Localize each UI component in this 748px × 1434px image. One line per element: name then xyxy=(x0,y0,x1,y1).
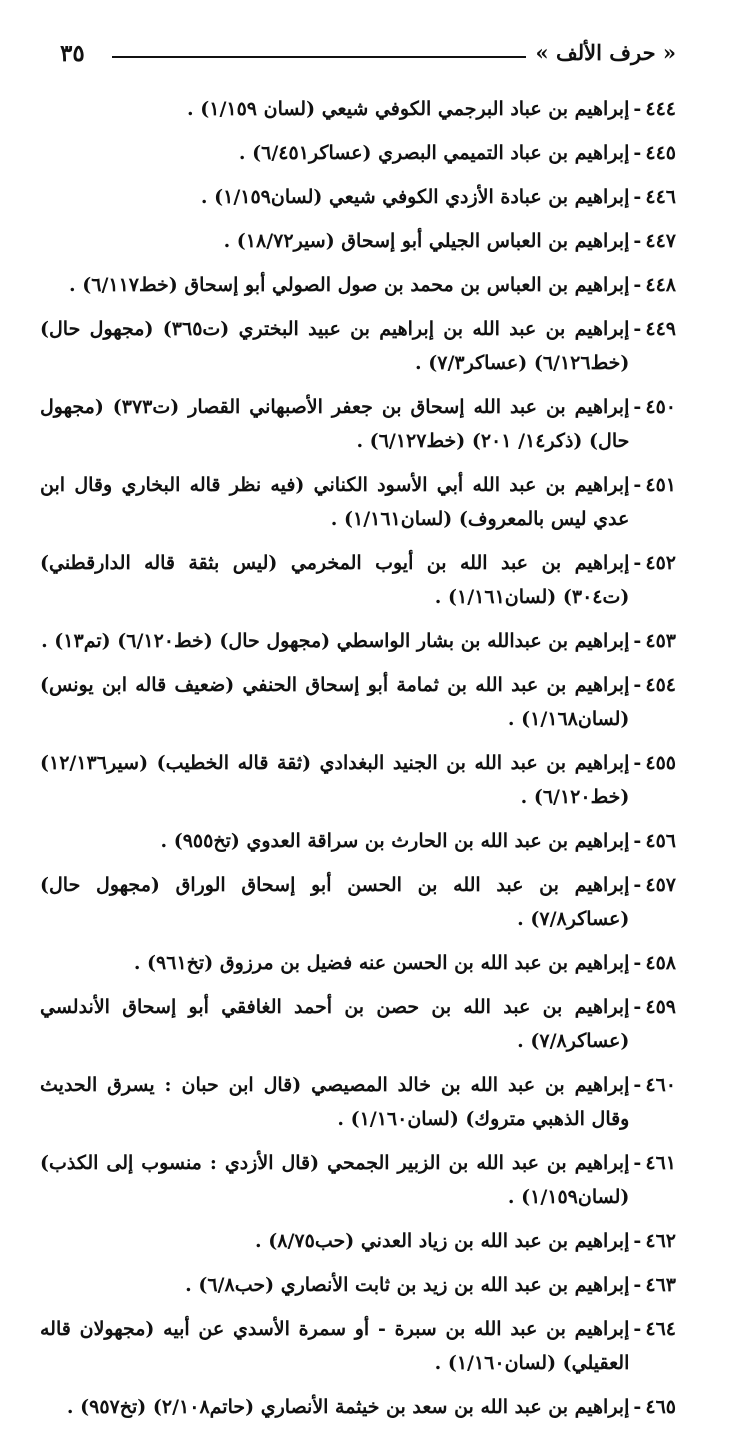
list-item xyxy=(40,746,676,814)
entry-text: إبراهيم بن عبد الله بن أيوب المخرمي (ليس بثقة قاله الدارقطني) (ت٣٠٤) (لسان١/١٦١) . xyxy=(40,552,630,608)
entry-dash: - xyxy=(633,874,642,896)
entry-text: إبراهيم بن عبد الله بن الزبير الجمحي (قال الأزدي : منسوب إلى الكذب) (لسان١/١٥٩) . xyxy=(40,1152,630,1208)
entry-number: ٤٦٥ xyxy=(645,1396,676,1418)
list-item xyxy=(40,990,676,1058)
list-item xyxy=(40,268,676,302)
entry-number: ٤٦٣ xyxy=(645,1274,676,1296)
entry-text: إبراهيم بن عبد الله بن الحسن أبو إسحاق الوراق (مجهول حال) (عساكر٧/٨) . xyxy=(40,874,630,930)
list-item xyxy=(40,180,676,214)
entry-text: إبراهيم بن عبد الله إسحاق بن جعفر الأصبهاني القصار (ت٣٧٣) (مجهول حال) (ذكر١٤/ ٢٠١) (خط٦/١٢٧) . xyxy=(40,396,630,452)
entry-dash: - xyxy=(633,830,642,852)
entry-number: ٤٦١ xyxy=(645,1152,676,1174)
entry-dash: - xyxy=(633,230,642,252)
list-item xyxy=(40,1312,676,1380)
entry-dash: - xyxy=(633,186,642,208)
entry-dash: - xyxy=(633,142,642,164)
entry-text: إبراهيم بن عباد التميمي البصري (عساكر٦/٤٥١) . xyxy=(238,142,630,164)
entry-number: ٤٤٨ xyxy=(645,274,676,296)
entry-number: ٤٥٦ xyxy=(645,830,676,852)
entry-text: إبراهيم بن عبد الله بن إبراهيم بن عبيد البختري (ت٣٦٥) (مجهول حال) (خط٦/١٢٦) (عساكر٧/٣) . xyxy=(40,318,630,374)
running-title: « حرف الألف » xyxy=(535,40,676,65)
entry-dash: - xyxy=(633,752,642,774)
entry-number: ٤٤٧ xyxy=(645,230,676,252)
entry-number: ٤٦٤ xyxy=(645,1318,676,1340)
entry-text: إبراهيم بن عبد الله بن سبرة - أو سمرة الأسدي عن أبيه (مجهولان قاله العقيلي) (لسان١/١٦٠) . xyxy=(40,1318,630,1374)
entry-list xyxy=(40,92,676,1434)
list-item xyxy=(40,946,676,980)
entry-dash: - xyxy=(633,1396,642,1418)
list-item xyxy=(40,224,676,258)
entry-text: إبراهيم بن العباس الجيلي أبو إسحاق (سير١٨/٧٢) . xyxy=(223,230,630,252)
entry-dash: - xyxy=(633,98,642,120)
entry-dash: - xyxy=(633,274,642,296)
entry-dash: - xyxy=(633,630,642,652)
entry-dash: - xyxy=(633,396,642,418)
entry-number: ٤٤٦ xyxy=(645,186,676,208)
page-header xyxy=(60,38,676,72)
entry-dash: - xyxy=(633,1152,642,1174)
list-item xyxy=(40,1068,676,1136)
entry-text: إبراهيم بن عبد الله بن الحارث بن سراقة العدوي (تخ٩٥٥) . xyxy=(160,830,630,852)
entry-dash: - xyxy=(633,1274,642,1296)
entry-number: ٤٥١ xyxy=(645,474,676,496)
entry-number: ٤٥٩ xyxy=(645,996,676,1018)
entry-dash: - xyxy=(633,1230,642,1252)
entry-dash: - xyxy=(633,674,642,696)
entry-number: ٤٥٨ xyxy=(645,952,676,974)
list-item xyxy=(40,1224,676,1258)
entry-number: ٤٦٠ xyxy=(645,1074,676,1096)
entry-text: إبراهيم بن عبدالله بن بشار الواسطي (مجهول حال) (خط٦/١٢٠) (تم١٣) . xyxy=(41,630,630,652)
header-rule xyxy=(112,56,526,58)
entry-number: ٤٥٠ xyxy=(645,396,676,418)
entry-dash: - xyxy=(633,952,642,974)
entry-number: ٤٤٩ xyxy=(645,318,676,340)
entry-number: ٤٦٢ xyxy=(645,1230,676,1252)
entry-dash: - xyxy=(633,1318,642,1340)
entry-number: ٤٥٤ xyxy=(645,674,676,696)
entry-number: ٤٤٥ xyxy=(645,142,676,164)
list-item xyxy=(40,546,676,614)
entry-text: إبراهيم بن عبد الله بن الجنيد البغدادي (ثقة قاله الخطيب) (سير١٢/١٣٦) (خط٦/١٢٠) . xyxy=(40,752,630,808)
entry-number: ٤٥٧ xyxy=(645,874,676,896)
list-item xyxy=(40,824,676,858)
list-item xyxy=(40,390,676,458)
entry-number: ٤٥٢ xyxy=(645,552,676,574)
list-item xyxy=(40,668,676,736)
list-item xyxy=(40,136,676,170)
entry-text: إبراهيم بن عبد الله بن حصن بن أحمد الغافقي أبو إسحاق الأندلسي (عساكر٧/٨) . xyxy=(40,996,630,1052)
list-item xyxy=(40,1390,676,1424)
entry-text: إبراهيم بن عبد الله بن خالد المصيصي (قال ابن حبان : يسرق الحديث وقال الذهبي متروك) (لسان١/١٦٠) . xyxy=(40,1074,630,1130)
entry-text: إبراهيم بن عباد البرجمي الكوفي شيعي (لسان ١/١٥٩) . xyxy=(187,98,630,120)
entry-dash: - xyxy=(633,996,642,1018)
list-item xyxy=(40,624,676,658)
entry-dash: - xyxy=(633,474,642,496)
entry-text: إبراهيم بن عبد الله بن زياد العدني (حب٨/٧٥) . xyxy=(255,1230,630,1252)
entry-text: إبراهيم بن عبد الله بن الحسن عنه فضيل بن مرزوق (تخ٩٦١) . xyxy=(133,952,630,974)
entry-dash: - xyxy=(633,318,642,340)
entry-text: إبراهيم بن عبد الله بن زيد بن ثابت الأنصاري (حب٦/٨) . xyxy=(185,1274,630,1296)
page-number: ٣٥ xyxy=(60,40,85,67)
entry-number: ٤٥٥ xyxy=(645,752,676,774)
entry-number: ٤٤٤ xyxy=(645,98,676,120)
list-item xyxy=(40,92,676,126)
list-item xyxy=(40,468,676,536)
entry-number: ٤٥٣ xyxy=(645,630,676,652)
entry-text: إبراهيم بن العباس بن محمد بن صول الصولي أبو إسحاق (خط٦/١١٧) . xyxy=(69,274,630,296)
entry-dash: - xyxy=(633,1074,642,1096)
list-item xyxy=(40,1268,676,1302)
entry-text: إبراهيم بن عبد الله أبي الأسود الكناني (فيه نظر قاله البخاري وقال ابن عدي ليس بالمعروف) (لسان١/١٦١) . xyxy=(40,474,630,530)
list-item xyxy=(40,1146,676,1214)
entry-text: إبراهيم بن عبد الله بن ثمامة أبو إسحاق الحنفي (ضعيف قاله ابن يونس) (لسان١/١٦٨) . xyxy=(40,674,630,730)
entry-text: إبراهيم بن عبد الله بن سعد بن خيثمة الأنصاري (حاتم٢/١٠٨) (تخ٩٥٧) . xyxy=(66,1396,630,1418)
entry-text: إبراهيم بن عبادة الأزدي الكوفي شيعي (لسان١/١٥٩) . xyxy=(200,186,630,208)
list-item xyxy=(40,868,676,936)
entry-dash: - xyxy=(633,552,642,574)
list-item xyxy=(40,312,676,380)
